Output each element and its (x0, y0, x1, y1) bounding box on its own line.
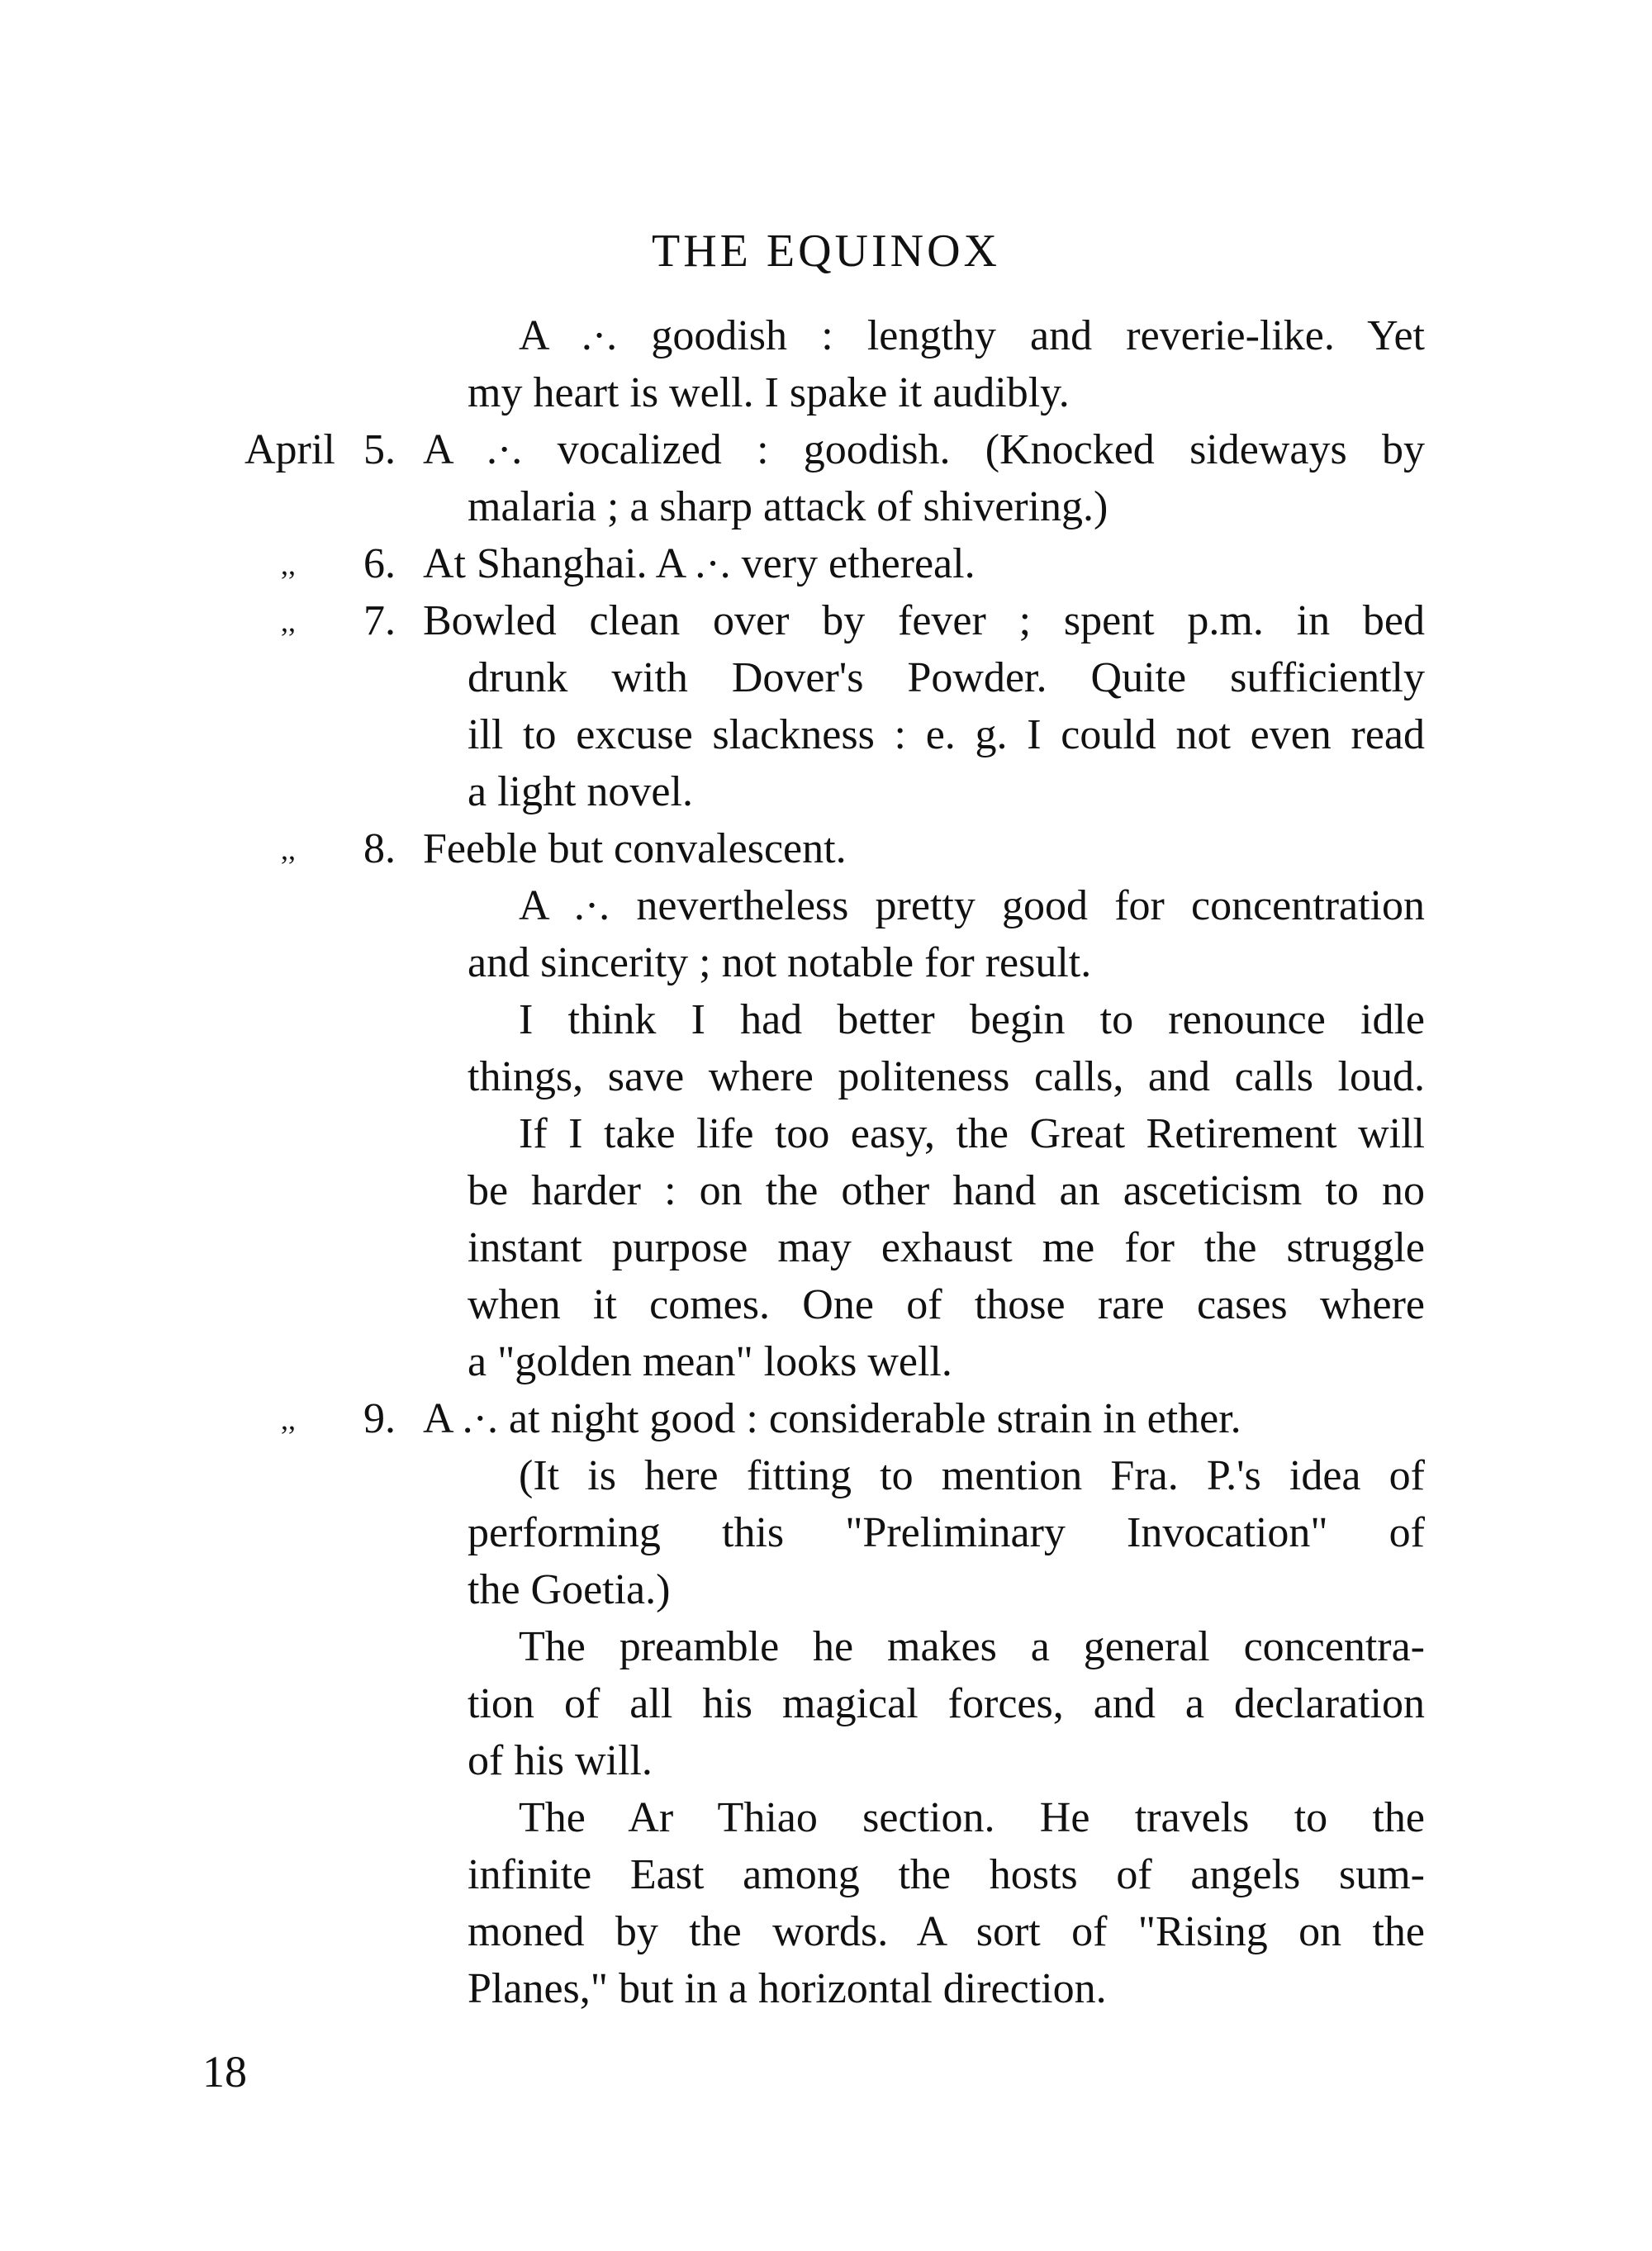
ditto-mark: ,, (281, 1403, 296, 1436)
date-day: 7. (363, 597, 396, 644)
text-line: A .·. vocalized : goodish. (Knocked sideways by (423, 426, 1425, 473)
text-line: ill to excuse slackness : e. g. I could not even read (468, 711, 1425, 758)
text-line: be harder : on the other hand an asceticism to no (468, 1167, 1425, 1214)
text-line: a "golden mean" looks well. (468, 1338, 952, 1385)
text-line: the Goetia.) (468, 1566, 671, 1613)
text-line: Bowled clean over by fever ; spent p.m. in bed (423, 597, 1425, 644)
running-title: THE EQUINOX (652, 226, 1000, 277)
date-day: 9. (363, 1395, 396, 1442)
text-line: The Ar Thiao section. He travels to the (519, 1794, 1425, 1841)
ditto-mark: ,, (281, 833, 296, 866)
text-line: things, save where politeness calls, and calls loud. (468, 1053, 1425, 1100)
text-line: tion of all his magical forces, and a declaration (468, 1680, 1425, 1727)
text-line: I think I had better begin to renounce idle (519, 996, 1425, 1043)
text-line: A .·. at night good : considerable strain in ether. (423, 1395, 1241, 1442)
text-line: infinite East among the hosts of angels sum- (468, 1851, 1425, 1898)
text-line: drunk with Dover's Powder. Quite sufficiently (468, 654, 1425, 701)
text-line: a light novel. (468, 768, 693, 815)
page-number: 18 (202, 2047, 247, 2097)
text-line: At Shanghai. A .·. very ethereal. (423, 540, 976, 587)
text-line: moned by the words. A sort of "Rising on the (468, 1908, 1425, 1955)
text-line: and sincerity ; not notable for result. (468, 939, 1092, 986)
text-line: performing this "Preliminary Invocation" of (468, 1509, 1425, 1556)
date-month: April (244, 426, 335, 473)
text-line: malaria ; a sharp attack of shivering.) (468, 483, 1108, 530)
text-line: If I take life too easy, the Great Retirement will (519, 1110, 1425, 1157)
date-day: 8. (363, 825, 396, 872)
text-line: A .·. goodish : lengthy and reverie-like. Yet (519, 312, 1425, 359)
text-line: The preamble he makes a general concentra- (519, 1623, 1425, 1670)
text-line: when it comes. One of those rare cases where (468, 1281, 1425, 1328)
text-line: (It is here fitting to mention Fra. P.'s idea of (519, 1452, 1425, 1499)
text-line: my heart is well. I spake it audibly. (468, 369, 1070, 416)
ditto-mark: ,, (281, 605, 296, 638)
text-line: instant purpose may exhaust me for the struggle (468, 1224, 1425, 1271)
date-day: 6. (363, 540, 396, 587)
text-line: Feeble but convalescent. (423, 825, 847, 872)
date-day: 5. (363, 426, 396, 473)
text-line: A .·. nevertheless pretty good for concentration (519, 882, 1425, 929)
text-line: Planes," but in a horizontal direction. (468, 1965, 1107, 2012)
text-line: of his will. (468, 1737, 653, 1784)
ditto-mark: ,, (281, 548, 296, 581)
